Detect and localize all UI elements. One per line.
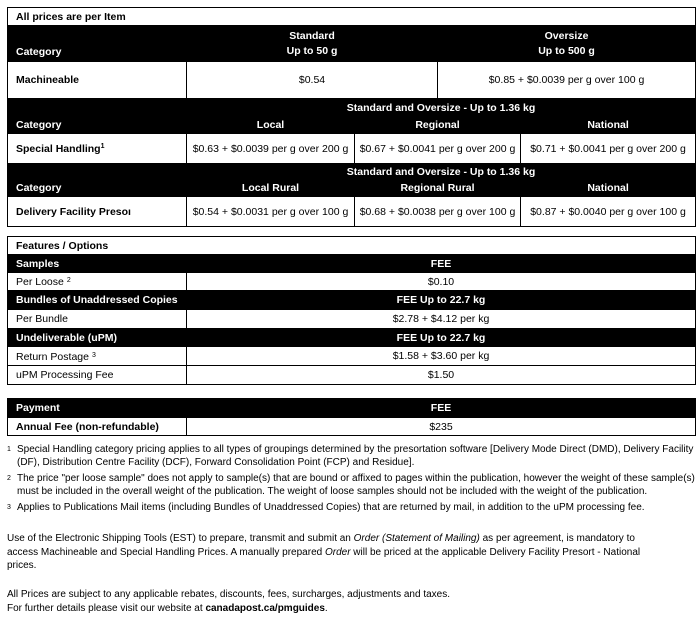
footnote-2: 2 The price "per loose sample" does not apply to sample(s) that are bound or affixed to pages within the publication, however the weight of these sample(s) must be included in the overall weight of the publication. The weight of loose samples should not be included with the weight of the publication. bbox=[7, 473, 695, 497]
col-regional-rural: Regional Rural bbox=[355, 180, 521, 197]
col-national: National bbox=[521, 117, 696, 134]
per-loose-label: Per Loose $^2$ bbox=[8, 273, 187, 291]
machineable-label: Machineable bbox=[8, 62, 187, 99]
per-bundle-fee: $2.78 + $4.12 per kg bbox=[187, 310, 696, 329]
est-paragraph: Use of the Electronic Shipping Tools (EST) to prepare, transmit and submit an Order (Statement of Mailing) as per agreement, is mandatory to access Machineable and Special Handling Prices. A manually prepared Order will be priced at the applicable Delivery Facility Presort - National prices. bbox=[7, 533, 641, 571]
footnote-1: 1 Special Handling category pricing applies to all types of groupings determined by the presortation software [Delivery Mode Direct (DMD), Delivery Facility (DF), Distribution Centre Facility (DCF), Forward Consolidation Point (FCP) and Residue]. bbox=[7, 444, 694, 468]
machineable-standard-price: $0.54 bbox=[187, 62, 438, 99]
prices-heading: All prices are per Item bbox=[8, 8, 696, 26]
closing-note: All Prices are subject to any applicable rebates, discounts, fees, surcharges, adjustments and taxes. For further details please visit our website at canadapost.ca/pmguides. bbox=[7, 589, 451, 614]
return-postage-fee: $1.58 + $3.60 per kg bbox=[187, 347, 696, 366]
special-handling-span-header: Standard and Oversize - Up to 1.36 kg bbox=[187, 99, 696, 117]
col-local: Local bbox=[187, 117, 355, 134]
table-row bbox=[8, 347, 696, 366]
table-row bbox=[8, 134, 696, 164]
per-loose-fee: $0.10 bbox=[187, 273, 696, 291]
upm-processing-fee: $1.50 bbox=[187, 366, 696, 385]
bundles-label: Bundles of Unaddressed Copies bbox=[8, 291, 187, 310]
col-regional: Regional bbox=[355, 117, 521, 134]
prices-table bbox=[7, 7, 696, 227]
payment-label: Payment bbox=[8, 399, 187, 418]
special-handling-national: $0.71 + $0.0041 per g over 200 g bbox=[521, 134, 696, 164]
payment-table bbox=[7, 398, 696, 436]
category-header: Category bbox=[8, 26, 187, 62]
special-handling-local: $0.63 + $0.0039 per g over 200 g bbox=[187, 134, 355, 164]
table-row bbox=[8, 366, 696, 385]
features-heading: Features / Options bbox=[8, 237, 696, 255]
col-local-rural: Local Rural bbox=[187, 180, 355, 197]
oversize-header: Oversize Up to 500 g bbox=[438, 26, 696, 62]
blank-header-cell bbox=[8, 164, 187, 180]
per-bundle-label: Per Bundle bbox=[8, 310, 187, 329]
annual-fee-label: Annual Fee (non-refundable) bbox=[8, 418, 187, 436]
annual-fee-value: $235 bbox=[187, 418, 696, 436]
machineable-oversize-price: $0.85 + $0.0039 per g over 100 g bbox=[438, 62, 696, 99]
standard-header: Standard Up to 50 g bbox=[187, 26, 438, 62]
table-row bbox=[8, 273, 696, 291]
footnote-3: 3 Applies to Publications Mail items (including Bundles of Unaddressed Copies) that are returned by mail, in addition to the uPM processing fee. bbox=[7, 502, 645, 513]
category-header: Category bbox=[8, 180, 187, 197]
delivery-facility-national: $0.87 + $0.0040 per g over 100 g bbox=[521, 197, 696, 227]
blank-header-cell bbox=[8, 99, 187, 117]
upm-processing-label: uPM Processing Fee bbox=[8, 366, 187, 385]
return-postage-label: Return Postage $^3$ bbox=[8, 347, 187, 366]
delivery-facility-local-rural: $0.54 + $0.0031 per g over 100 g bbox=[187, 197, 355, 227]
category-header: Category bbox=[8, 117, 187, 134]
delivery-facility-span-header: Standard and Oversize - Up to 1.36 kg bbox=[187, 164, 696, 180]
table-row bbox=[8, 62, 696, 99]
undeliverable-label: Undeliverable (uPM) bbox=[8, 329, 187, 347]
samples-label: Samples bbox=[8, 255, 187, 273]
undeliverable-fee-header: FEE Up to 22.7 kg bbox=[187, 329, 696, 347]
table-row bbox=[8, 418, 696, 436]
col-national: National bbox=[521, 180, 696, 197]
table-row bbox=[8, 310, 696, 329]
table-row bbox=[8, 197, 696, 227]
payment-fee-header: FEE bbox=[187, 399, 696, 418]
delivery-facility-label: Delivery Facility Presoı bbox=[8, 197, 187, 227]
bundles-fee-header: FEE Up to 22.7 kg bbox=[187, 291, 696, 310]
website-link[interactable]: canadapost.ca/pmguides bbox=[205, 602, 325, 614]
features-table bbox=[7, 236, 696, 385]
special-handling-regional: $0.67 + $0.0041 per g over 200 g bbox=[355, 134, 521, 164]
delivery-facility-regional-rural: $0.68 + $0.0038 per g over 100 g bbox=[355, 197, 521, 227]
fee-header: FEE bbox=[187, 255, 696, 273]
special-handling-label: Special Handling$^1$ bbox=[8, 134, 187, 164]
